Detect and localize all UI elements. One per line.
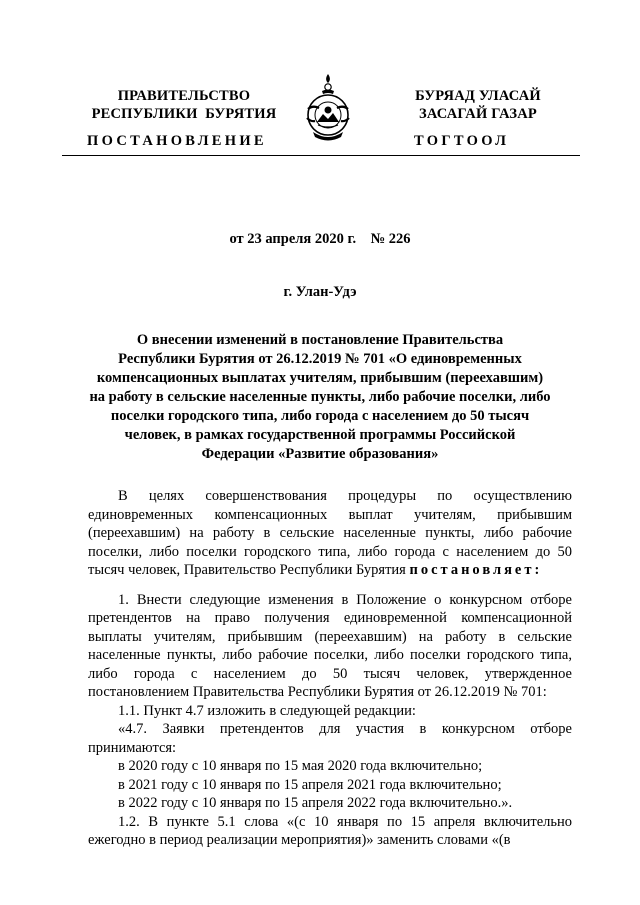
document-subject [75, 331, 565, 464]
header-left-line2: РЕСПУБЛИКИ БУРЯТИЯ [91, 106, 277, 122]
preamble-emphasis: постановляет: [409, 562, 543, 578]
subject-line: поселки городского типа, либо города с населением до 50 тысяч [110, 408, 530, 424]
header-right-line1: БУРЯАД УЛАСАЙ [415, 88, 541, 104]
subject-line: Федерации «Развитие образования» [201, 446, 439, 462]
preamble-text: В целях совершенствования процедуры по осуществлению единовременных компенсационных выплат учителям, прибывшим (переехавшим) на работу в сельские населенные пункты, либо рабочие поселки, либо поселки городского типа, либо города с населением до 50 тысяч человек, Правительство Республики Бурятия [88, 488, 572, 578]
header-right [378, 87, 578, 123]
item-2020: в 2020 году с 10 января по 15 мая 2020 года включительно; [118, 758, 483, 774]
subject-line: О внесении изменений в постановление Правительства [136, 332, 504, 348]
header-left [70, 87, 298, 123]
item-2021: в 2021 году с 10 января по 15 апреля 2021 года включительно; [118, 776, 502, 793]
city: г. Улан-Удэ [283, 284, 357, 300]
subject-line: человек, в рамках государственной программы Российской [124, 427, 516, 443]
paragraph-1-2: 1.2. В пункте 5.1 слова «(с 10 января по 15 апреля включительно ежегодно в период реализации мероприятия)» заменить словами «(в [88, 813, 572, 848]
preamble-paragraph [88, 487, 572, 580]
subject-line: компенсационных выплатах учителям, прибывшим (переехавшим) [96, 370, 544, 386]
document-body [88, 487, 572, 850]
item-2022: в 2022 году с 10 января по 15 апреля 2022 года включительно.». [118, 795, 513, 811]
paragraph-1: 1. Внести следующие изменения в Положение о конкурсном отборе претендентов на право получения единовременной компенсационной выплаты учителям, прибывшим (переехавшим) на работу в сельские населенные пункты, либо рабочие поселки, либо поселки городского типа, либо города с населением до 50 тысяч человек, утвержденное постановлением Правительства Республики Бурятия от 26.12.2019 № 701: [88, 591, 572, 700]
header-divider [62, 155, 580, 156]
paragraph-1-1: 1.1. Пункт 4.7 изложить в следующей редакции: [118, 702, 416, 719]
document-type-ru: ПОСТАНОВЛЕНИЕ [87, 133, 267, 149]
paragraph-4-7: «4.7. Заявки претендентов для участия в конкурсном отборе принимаются: [88, 721, 572, 756]
coat-of-arms-icon [301, 72, 355, 144]
subject-line: Республики Бурятия от 26.12.2019 № 701 «О единовременных [118, 351, 522, 367]
header-left-line1: ПРАВИТЕЛЬСТВО [117, 88, 251, 104]
header-right-line2: ЗАСАГАЙ ГАЗАР [419, 106, 537, 122]
date-number: от 23 апреля 2020 г. № 226 [229, 231, 411, 247]
subject-line: на работу в сельские населенные пункты, либо рабочие поселки, либо [89, 389, 551, 405]
document-type-bua: ТОГТООЛ [414, 133, 510, 149]
